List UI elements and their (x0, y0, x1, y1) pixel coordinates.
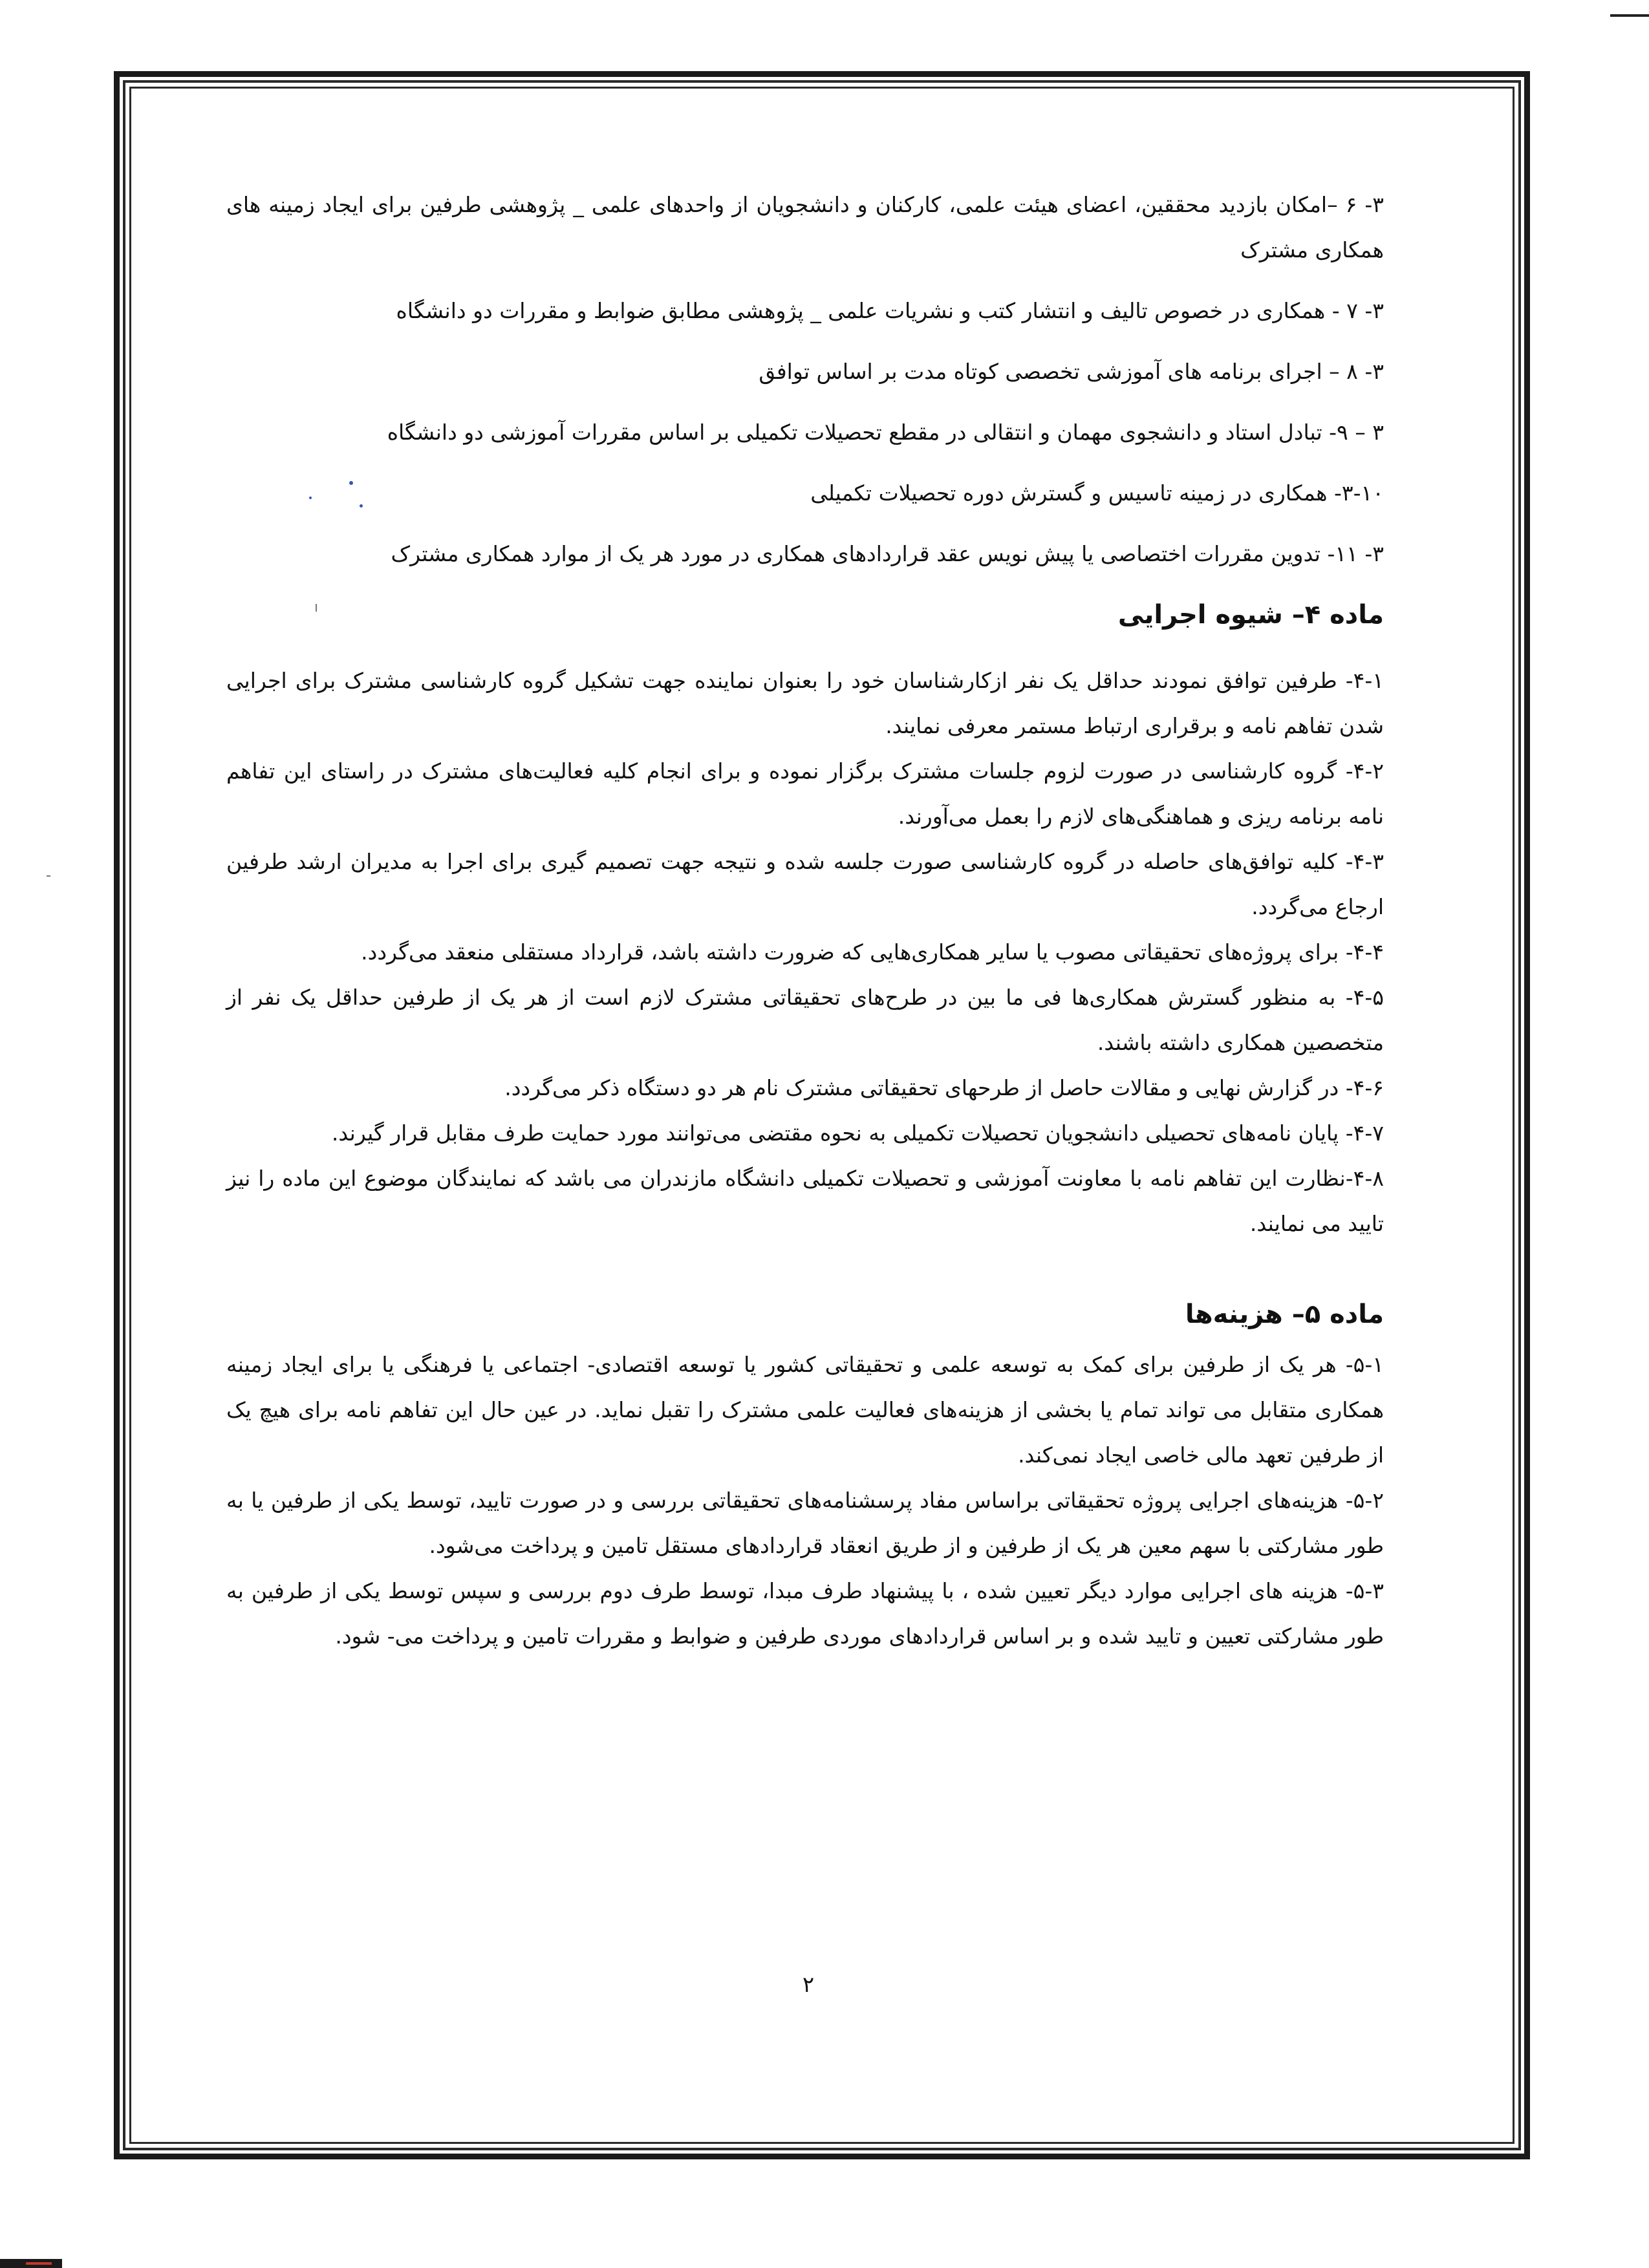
clause-5-3: ۵-۳- هزینه های اجرایی موارد دیگر تعیین شده ، با پیشنهاد طرف مبدا، توسط طرف دوم بررسی و سپس توسط یکی از طرفین به طور مشارکتی تعیین و تایید شده و بر اساس قراردادهای موردی طرفین و ضوابط و مقررات تامین و پرداخت می- شود. (226, 1578, 1384, 1649)
clause-3-10: ۳-۱۰- همکاری در زمینه تاسیس و گسترش دوره تحصیلات تکمیلی (810, 480, 1384, 506)
clause-5-1: ۵-۱- هر یک از طرفین برای کمک به توسعه علمی و تحقیقاتی کشور یا توسعه اقتصادی- اجتماعی یا فرهنگی یا برای ایجاد زمینه همکاری متقابل می تواند تمام یا بخشی از هزینه‌های فعالیت علمی مشترک را تقبل نماید. در عین حال این تفاهم نامه برای هیچ یک از طرفین تعهد مالی خاصی ایجاد نمی‌کند. (226, 1352, 1384, 1468)
corner-stamp (0, 2259, 62, 2268)
document-body (226, 182, 1384, 1659)
clause-3-9: ۳ – ۹- تبادل استاد و دانشجوی مهمان و انتقالی در مقطع تحصیلات تکمیلی بر اساس مقررات آموزشی دو دانشگاه (387, 420, 1384, 445)
clause-4-2: ۴-۲- گروه کارشناسی در صورت لزوم جلسات مشترک برگزار نموده و برای انجام کلیه فعالیت‌های مشترک در راستای این تفاهم نامه برنامه ریزی و هماهنگی‌های لازم را بعمل می‌آورند. (226, 758, 1384, 829)
clause-4-1: ۴-۱- طرفین توافق نمودند حداقل یک نفر ازکارشناسان خود را بعنوان نماینده جهت تشکیل گروه کارشناسی مشترک برای اجرایی شدن تفاهم نامه و برقراری ارتباط مستمر معرفی نمایند. (226, 668, 1384, 738)
clause-4-8: ۴-۸-نظارت این تفاهم نامه با معاونت آموزشی و تحصیلات تکمیلی دانشگاه مازندران می باشد که نمایندگان موضوع این ماده را نیز تایید می نمایند. (226, 1166, 1384, 1236)
article-4-heading: ماده ۴– شیوه اجرایی (1117, 600, 1384, 630)
clause-5-2: ۵-۲- هزینه‌های اجرایی پروژه تحقیقاتی براساس مفاد پرسشنامه‌های تحقیقاتی بررسی و در صورت تایید، توسط یکی از طرفین یا به طور مشارکتی با سهم معین هر یک از طرفین و از طریق انعقاد قراردادهای مستقل تامین و پرداخت می‌شود. (226, 1488, 1384, 1558)
clause-4-4: ۴-۴- برای پروژه‌های تحقیقاتی مصوب یا سایر همکاری‌هایی که ضرورت داشته باشد، قرارداد مستقلی منعقد می‌گردد. (361, 939, 1384, 965)
page-number: ۲ (802, 1972, 815, 1998)
scan-edge-mark (1610, 14, 1649, 17)
clause-3-8: ۳- ۸ – اجرای برنامه های آموزشی تخصصی کوتاه مدت بر اساس توافق (759, 359, 1384, 384)
clause-4-3: ۴-۳- کلیه توافق‌های حاصله در گروه کارشناسی صورت جلسه شده و نتیجه جهت تصمیم گیری برای اجرا به مدیران ارشد طرفین ارجاع می‌گردد. (226, 849, 1384, 919)
clause-4-5: ۴-۵- به منظور گسترش همکاری‌ها فی ما بین در طرح‌های تحقیقاتی مشترک لازم است از هر یک از طرفین حداقل یک نفر از متخصصین همکاری داشته باشند. (226, 985, 1384, 1055)
scan-speck (47, 875, 50, 877)
clause-4-7: ۴-۷- پایان نامه‌های تحصیلی دانشجویان تحصیلات تکمیلی به نحوه مقتضی می‌توانند مورد حمایت طرف مقابل قرار گیرند. (331, 1120, 1384, 1146)
article-5-heading: ماده ۵– هزینه‌ها (1185, 1300, 1384, 1329)
clause-3-11: ۳- ۱۱- تدوین مقررات اختصاصی یا پیش نویس عقد قراردادهای همکاری در مورد هر یک از موارد همکاری مشترک (391, 541, 1384, 566)
clause-4-6: ۴-۶- در گزارش نهایی و مقالات حاصل از طرحهای تحقیقاتی مشترک نام هر دو دستگاه ذکر می‌گردد. (504, 1075, 1384, 1100)
clause-3-6: ۳- ۶ –امکان بازدید محققین، اعضای هیئت علمی، کارکنان و دانشجویان از واحدهای علمی _ پژوهشی طرفین برای ایجاد زمینه های همکاری مشترک (226, 192, 1384, 262)
clause-3-7: ۳- ۷ - همکاری در خصوص تالیف و انتشار کتب و نشریات علمی _ پژوهشی مطابق ضوابط و مقررات دو دانشگاه (396, 298, 1384, 323)
